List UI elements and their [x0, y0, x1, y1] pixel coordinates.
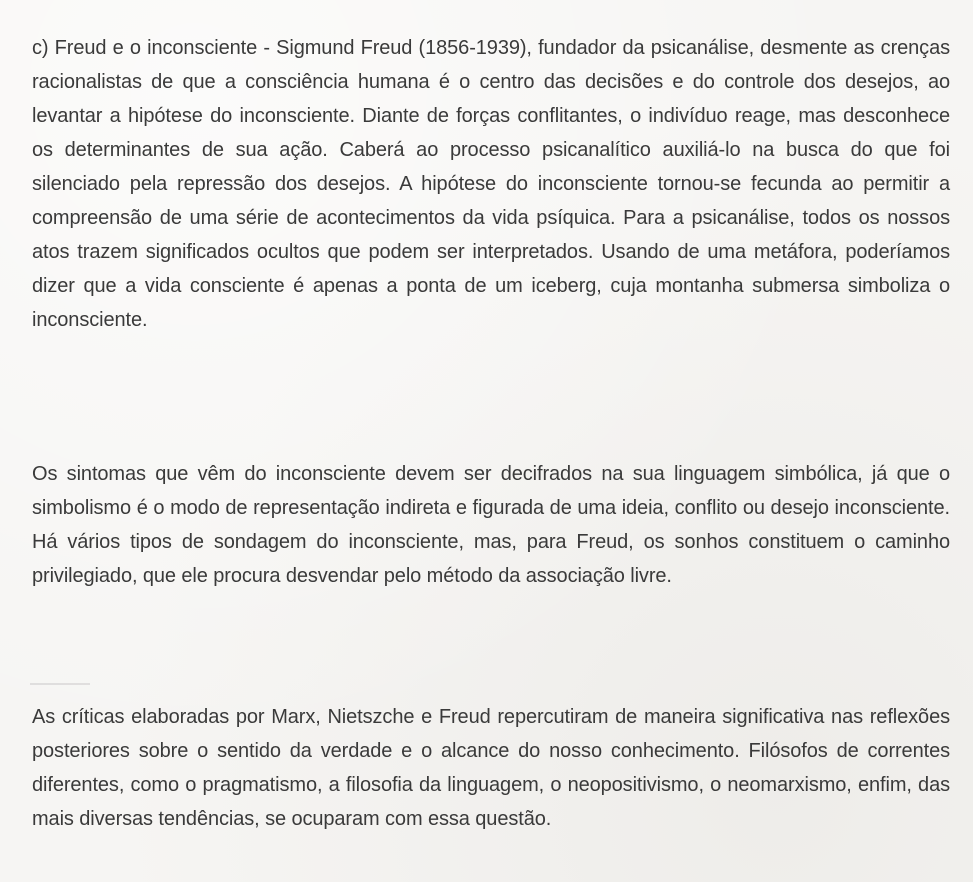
paragraph-freud-inconsciente: c) Freud e o inconsciente - Sigmund Freud (1856-1939), fundador da psicanálise, desmente as crenças racionalistas de que a consciência humana é o centro das decisões e do controle dos desejos, ao levantar a hipótese do inconsciente. Diante de forças conflitantes, o indivíduo reage, mas desconhece os determinantes de sua ação. Caberá ao processo psicanalítico auxiliá-lo na busca do que foi silenciado pela repressão dos desejos. A hipótese do inconsciente tornou-se fecunda ao permitir a compreensão de uma série de acontecimentos da vida psíquica. Para a psicanálise, todos os nossos atos trazem significados ocultos que podem ser interpretados. Usando de uma metáfora, poderíamos dizer que a vida consciente é apenas a ponta de um iceberg, cuja montanha submersa simboliza o inconsciente.	[32, 37, 950, 331]
paragraph-criticas: As críticas elaboradas por Marx, Nietszche e Freud repercutiram de maneira significativa nas reflexões posteriores sobre o sentido da verdade e o alcance do nosso conhecimento. Filósofos de correntes diferentes, como o pragmatismo, a filosofia da linguagem, o neopositivismo, o neomarxismo, enfim, das mais diversas tendências, se ocuparam com essa questão.	[32, 706, 950, 830]
scan-smudge	[30, 683, 90, 685]
paragraph-sintomas: Os sintomas que vêm do inconsciente devem ser decifrados na sua linguagem simbólica, já que o simbolismo é o modo de representação indireta e figurada de uma ideia, conflito ou desejo inconsciente. Há vários tipos de sondagem do inconsciente, mas, para Freud, os sonhos constituem o caminho privilegiado, que ele procura desvendar pelo método da associação livre.	[32, 463, 950, 587]
